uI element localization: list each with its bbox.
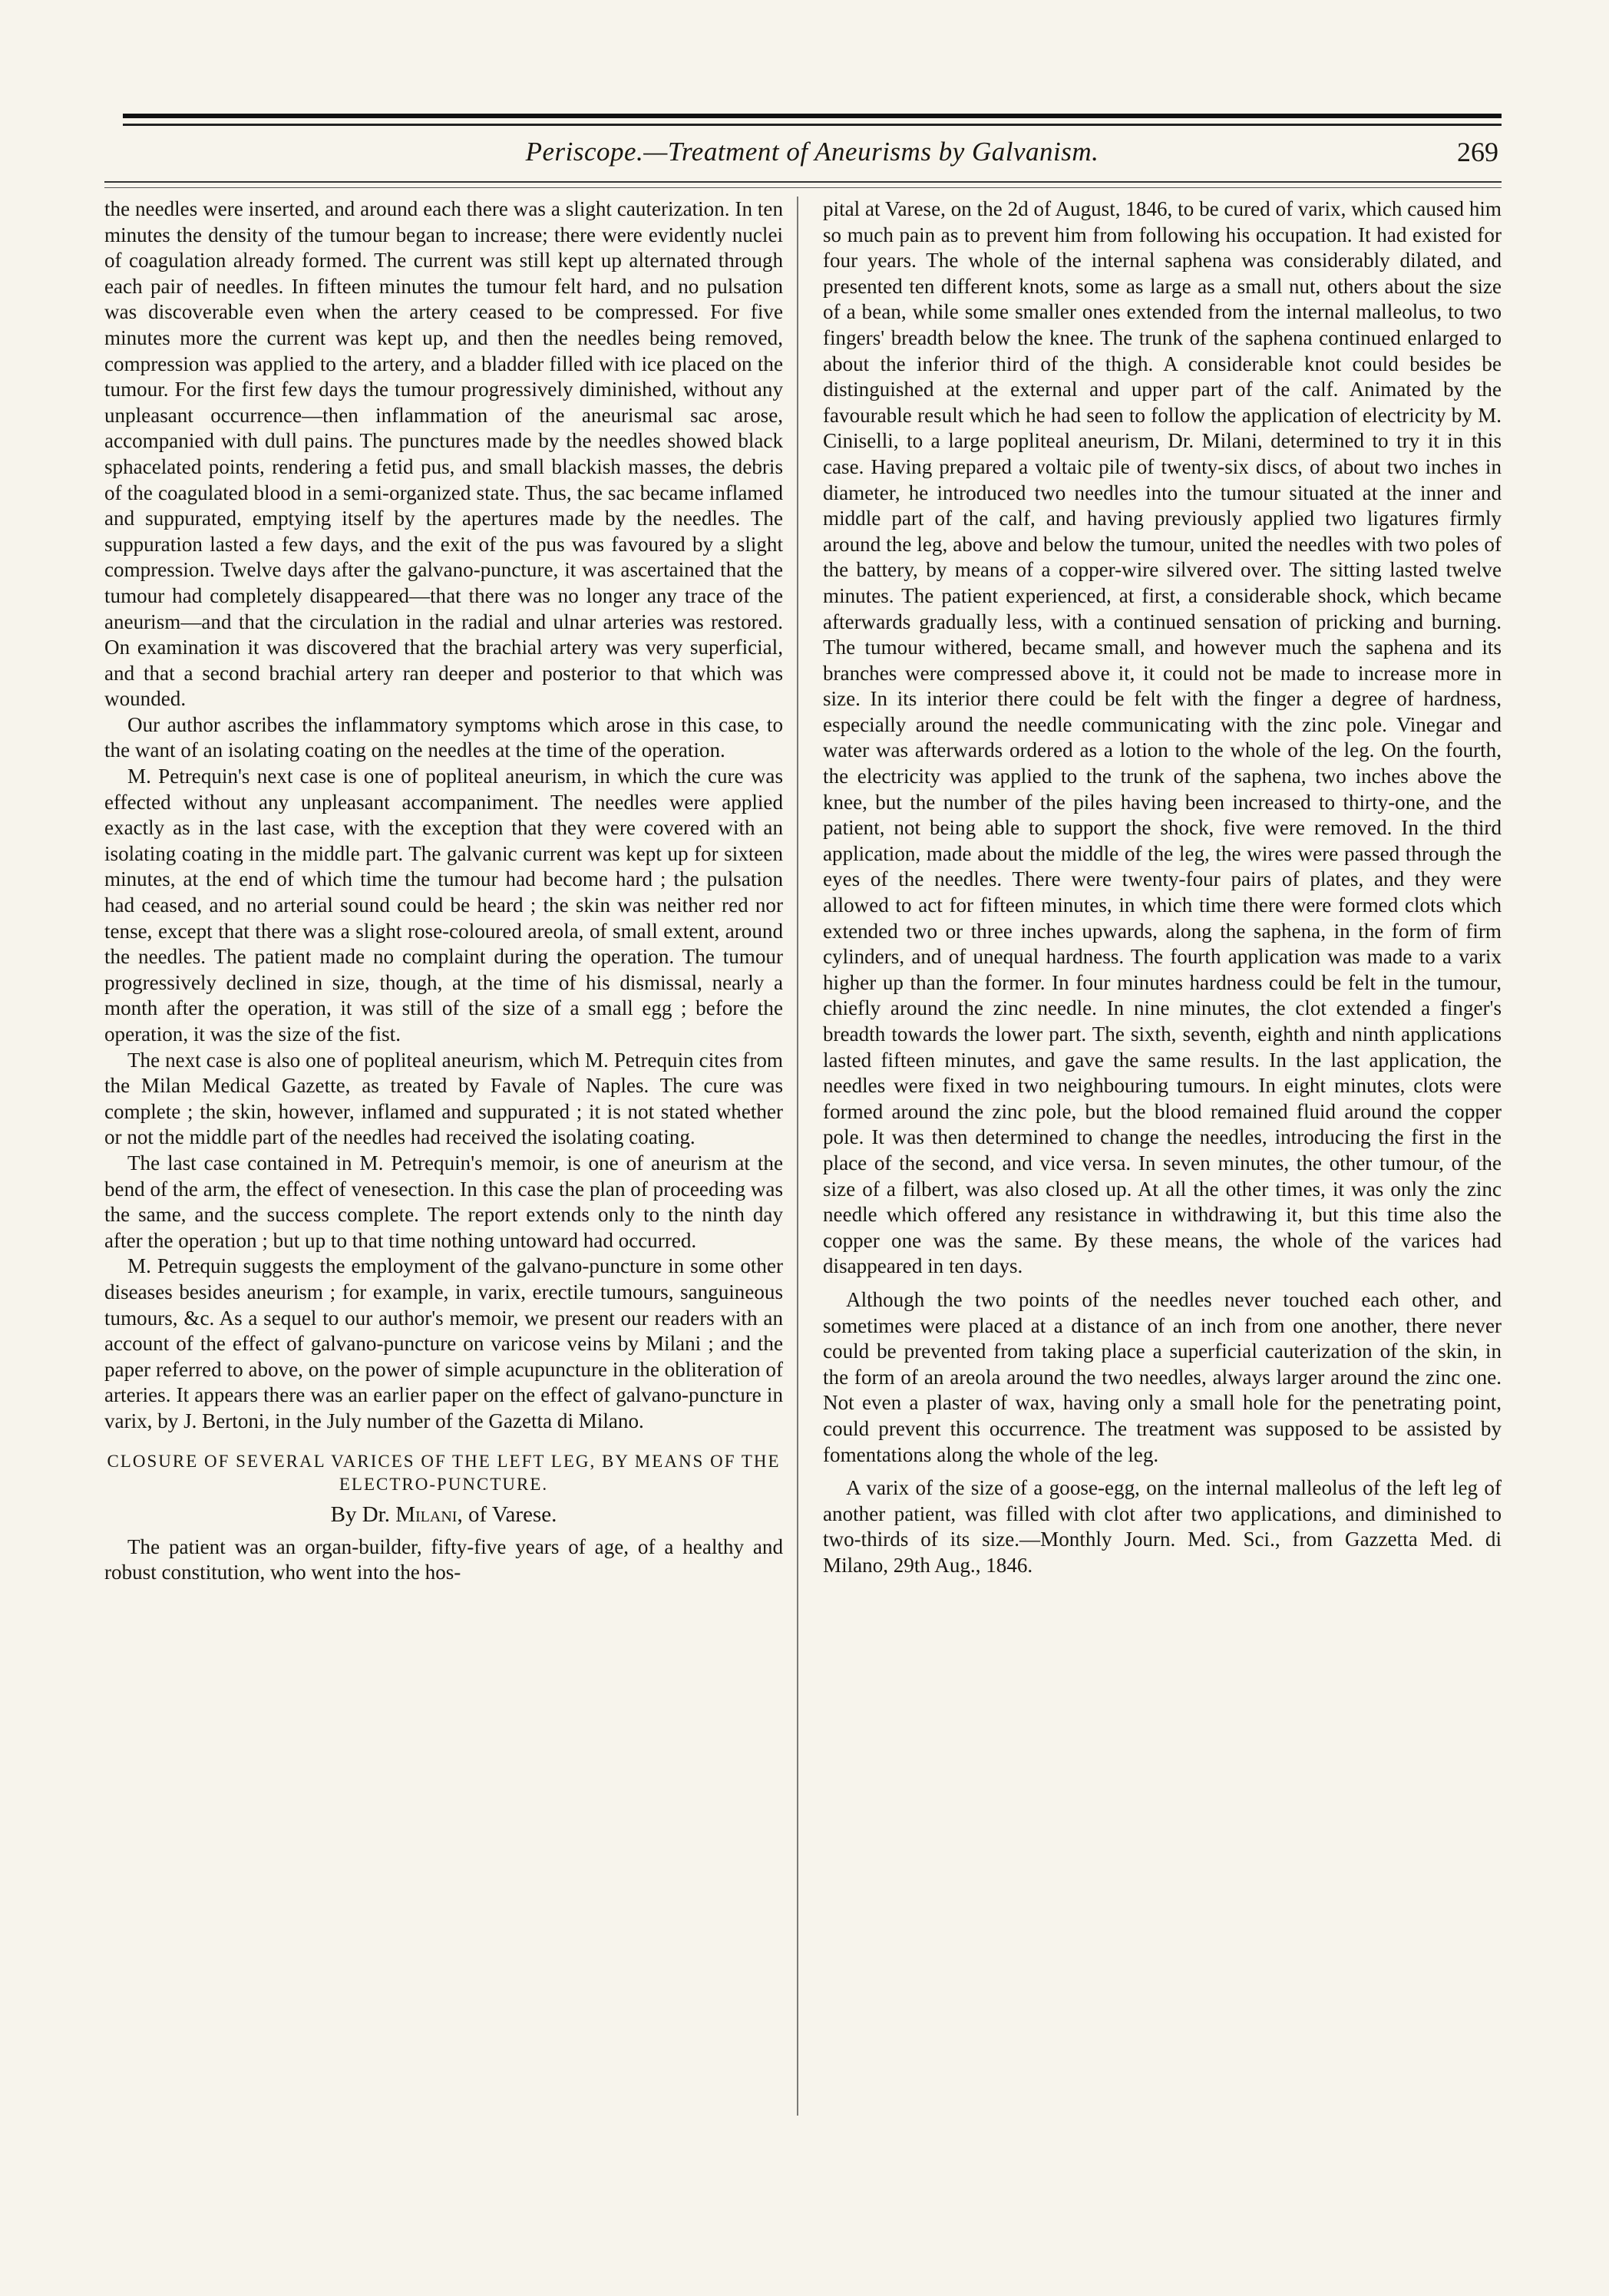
paragraph: The next case is also one of popliteal aneurism, which M. Petrequin cites from the Milan Medical Gazette, as treated by Favale of Naples. The cure was complete ; the skin, however, inflamed and suppurated ; it is not stated whether or not the middle part of the needles had received the isolating coating. (104, 1048, 783, 1149)
running-title: Periscope.—Treatment of Aneurisms by Galvanism. (525, 137, 1099, 167)
top-rule (123, 114, 1502, 126)
left-column (104, 197, 783, 1586)
paragraph: A varix of the size of a goose-egg, on the internal malleolus of the left leg of another patient, was filled with clot after two applications, and diminished to two-thirds of its size.—Monthly Journ. Med. Sci., from Gazzetta Med. di Milano, 29th Aug., 1846. (823, 1476, 1502, 1577)
running-head (123, 132, 1502, 172)
byline-author: Milani (395, 1501, 458, 1527)
paragraph: Our author ascribes the inflammatory symptoms which arose in this case, to the want of an isolating coating on the needles at the time of the operation. (104, 712, 783, 762)
paragraph: M. Petrequin suggests the employment of the galvano-puncture in some other diseases besides aneurism ; for example, in varix, erectile tumours, sanguineous tumours, &c. As a sequel to our author's memoir, we present our readers with an account of the effect of galvano-puncture on varicose veins by Milani ; and the paper referred to above, on the power of simple acupuncture in the obliteration of arteries. It appears there was an earlier paper on the effect of galvano-puncture in varix, by J. Bertoni, in the July number of the Gazetta di Milano. (104, 1254, 783, 1432)
section-heading: CLOSURE OF SEVERAL VARICES OF THE LEFT LEG, BY MEANS OF THE ELECTRO-PUNCTURE. (107, 1451, 781, 1494)
paragraph: M. Petrequin's next case is one of popliteal aneurism, in which the cure was effected without any unpleasant accompaniment. The needles were applied exactly as in the last case, with the exception that they were covered with an isolating coating in the middle part. The galvanic current was kept up for sixteen minutes, at the end of which time the tumour had become hard ; the pulsation had ceased, and no arterial sound could be heard ; the skin was neither red nor tense, except that there was a slight rose-coloured areola, of small extent, around the needles. The patient made no complaint during the operation. The tumour progressively declined in size, though, at the time of his dismissal, nearly a month after the operation, it was still of the size of a small egg ; before the operation, it was the size of the fist. (104, 765, 783, 1046)
paragraph: pital at Varese, on the 2d of August, 1846, to be cured of varix, which caused him so much pain as to prevent him from following his occupation. It had existed for four years. The whole of the internal saphena was considerably dilated, and presented ten different knots, some as large as a small nut, others about the size of a bean, while some smaller ones extended from the internal malleolus, to two fingers' breadth below the knee. The trunk of the saphena continued enlarged to about the inferior third of the thigh. A considerable knot could besides be distinguished at the external and upper part of the calf. Animated by the favourable result which he had seen to follow the application of electricity by M. Ciniselli, to a large popliteal aneurism, Dr. Milani, determined to try it in this case. Having prepared a voltaic pile of twenty-six discs, of about two inches in diameter, he introduced two needles into the tumour situated at the inner and middle part of the calf, and having previously applied two ligatures firmly around the leg, above and below the tumour, united the needles with two poles of the battery, by means of a copper-wire silvered over. The sitting lasted twelve minutes. The patient experienced, at first, a considerable shock, which became afterwards gradually less, with a continued sensation of pricking and burning. The tumour withered, became small, and however much the saphena and its branches were compressed above it, it could not be made to increase more in size. In its interior there could be felt with the finger a degree of hardness, especially around the needle communicating with the zinc pole. Vinegar and water was afterwards ordered as a lotion to the whole of the leg. On the fourth, the electricity was applied to the trunk of the saphena, two inches above the knee, but the number of the piles having been increased to thirty-one, and the patient, not being able to support the shock, five were removed. In the third application, made about the middle of the leg, the wires were passed through the eyes of the needles. There were twenty-four pairs of plates, and they were allowed to act for fifteen minutes, in which time there were formed clots which extended two or three inches upwards, along the saphena, in the form of firm cylinders, and of unequal hardness. The fourth application was made to a varix higher up than the former. In four minutes hardness could be felt in the tumour, chiefly around the zinc needle. In nine minutes, the clot extended a finger's breadth towards the lower part. The sixth, seventh, eighth and ninth applications lasted fifteen minutes, and gave the same results. In the last application, the needles were fixed in two neighbouring tumours. In eight minutes, clots were formed around the zinc pole, but the blood remained fluid around the copper pole. It was then determined to change the needles, introducing the first in the place of the second, and vice versa. In seven minutes, the other tumour, of the size of a filbert, was also closed up. At all the other times, it was only the zinc needle which offered any resistance in withdrawing it, but this time also the copper one was the same. By these means, the whole of the varices had disappeared in ten days. (823, 197, 1502, 1278)
paragraph: the needles were inserted, and around each there was a slight cauterization. In ten minutes the density of the tumour began to increase; there were evidently nuclei of coagulation already formed. The current was still kept up alternated through each pair of needles. In fifteen minutes the tumour felt hard, and no pulsation was discoverable even when the artery ceased to be compressed. For five minutes more the current was kept up, and then the needles being removed, compression was applied to the artery, and a bladder filled with ice placed on the tumour. For the first few days the tumour progressively diminished, without any unpleasant occurrence—then inflammation of the aneurismal sac arose, accompanied with dull pains. The punctures made by the needles showed black sphacelated points, rendering a fetid pus, and small blackish masses, the debris of the coagulated blood in a semi-organized state. Thus, the sac became inflamed and suppurated, emptying itself by the apertures made by the needles. The suppuration lasted a few days, and the exit of the pus was favoured by a slight compression. Twelve days after the galvano-puncture, it was ascertained that the tumour had completely disappeared—that there was no longer any trace of the aneurism—and that the circulation in the radial and ulnar arteries was restored. On examination it was discovered that the brachial artery was very superficial, and that a second brachial artery ran deeper and posterior to that which was wounded. (104, 197, 783, 711)
paragraph: Although the two points of the needles never touched each other, and sometimes were placed at a distance of an inch from one another, there never could be prevented from taking place a superficial cauterization of the skin, in the form of an areola around the two needles, always larger around the zinc one. Not even a plaster of wax, having only a small hole for the penetrating point, could prevent this occurrence. The treatment was supposed to be assisted by fomentations along the whole of the leg. (823, 1287, 1502, 1466)
byline-suffix: , of Varese. (457, 1501, 557, 1527)
header-rule (104, 181, 1502, 188)
paragraph: The last case contained in M. Petrequin's memoir, is one of aneurism at the bend of the arm, the effect of venesection. In this case the plan of proceeding was the same, and the success complete. The report extends only to the ninth day after the operation ; but up to that time nothing untoward had occurred. (104, 1151, 783, 1252)
right-column (823, 197, 1502, 1578)
column-divider (797, 197, 798, 2116)
byline-prefix: By Dr. (330, 1501, 390, 1527)
byline (104, 1499, 783, 1530)
page-number: 269 (1457, 137, 1498, 167)
paragraph: The patient was an organ-builder, fifty-five years of age, of a healthy and robust constitution, who went into the hos- (104, 1535, 783, 1584)
